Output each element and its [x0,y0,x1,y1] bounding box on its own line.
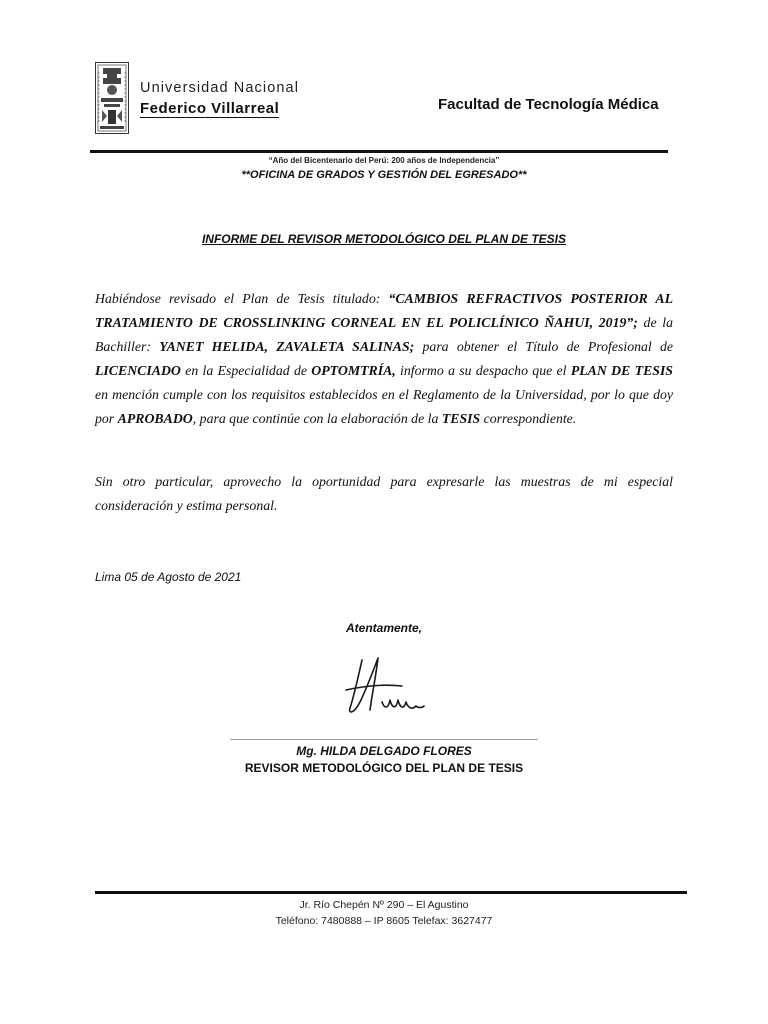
university-name-line1: Universidad Nacional [140,80,300,96]
university-name-line2: Federico Villarreal [140,100,280,117]
bold-segment: “CAMBIOS REFRACTIVOS POSTERIOR AL TRATAMIENTO DE CROSSLINKING CORNEAL EN EL POLICLÍNICO ÑAHUI, 2019”; [95,291,673,330]
text-segment: informo a su despacho que el [395,363,571,378]
office-name: **OFICINA DE GRADOS Y GESTIÓN DEL EGRESADO** [241,169,527,181]
bold-segment: TESIS [441,411,481,426]
body-paragraph-1 [95,287,673,431]
document-title: INFORME DEL REVISOR METODOLÓGICO DEL PLAN DE TESIS [201,232,567,246]
faculty-name: Facultad de Tecnología Médica [438,96,659,113]
signature-line [230,739,538,740]
text-segment: de la Bachiller: [95,315,673,354]
footer-divider [95,891,687,894]
closing-text: Atentamente, [345,621,422,635]
body-paragraph-2: Sin otro particular, aprovecho la oportunidad para expresarle las muestras de mi especial consideración y estima personal. [95,474,673,513]
signer-role: REVISOR METODOLÓGICO DEL PLAN DE TESIS [244,761,524,775]
bold-segment: OPTOMTRÍA, [311,363,396,378]
text-segment: , para que continúe con la elaboración de la [192,411,442,426]
year-motto: “Año del Bicentenario del Perú: 200 años de Independencia” [268,156,500,165]
text-segment: Habiéndose revisado el Plan de Tesis titulado: [95,291,389,306]
signer-name: Mg. HILDA DELGADO FLORES [296,744,472,758]
bold-segment: PLAN DE TESIS [570,363,673,378]
date-line: Lima 05 de Agosto de 2021 [95,570,242,584]
bold-segment: APROBADO [117,411,193,426]
bold-segment: LICENCIADO [95,363,181,378]
footer-phone: Teléfono: 7480888 – IP 8605 Telefax: 3627477 [275,915,493,927]
footer-address: Jr. Río Chepén Nº 290 – El Agustino [299,899,469,911]
university-crest-icon [95,62,129,134]
text-segment: en mención cumple con los requisitos establecidos en el Reglamento de la Universidad, por lo que doy por [95,387,673,426]
handwritten-signature [338,650,438,720]
text-segment: correspondiente. [480,411,577,426]
bold-segment: YANET HELIDA, ZAVALETA SALINAS; [159,339,415,354]
header-divider [90,150,668,153]
text-segment: en la Especialidad de [180,363,312,378]
text-segment: para obtener el Título de Profesional de [414,339,673,354]
